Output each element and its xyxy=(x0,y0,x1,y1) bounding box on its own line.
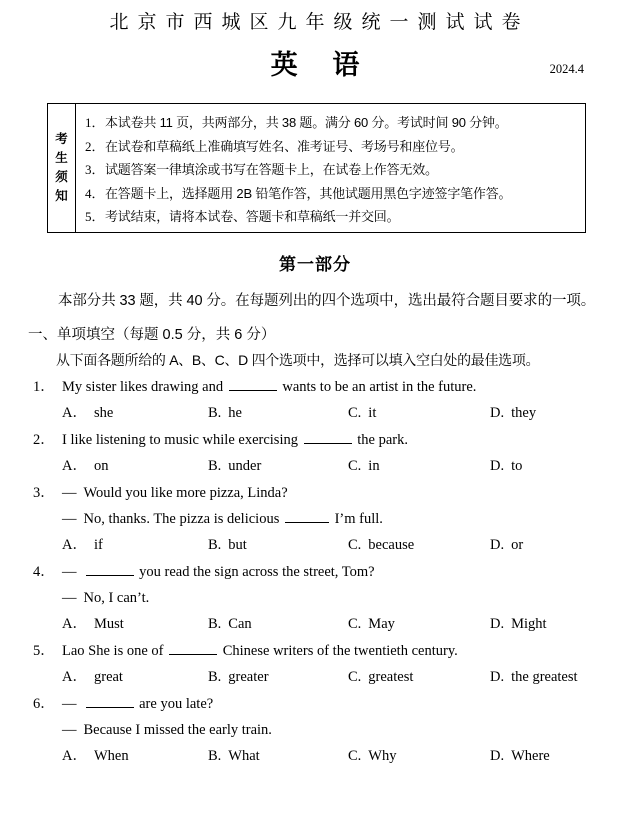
option-row xyxy=(28,611,602,638)
notice-label-char: 考 xyxy=(55,132,68,146)
option-letter: D. xyxy=(490,748,505,764)
option-text: she xyxy=(93,405,114,421)
option-text: Can xyxy=(228,616,252,632)
option-text: Must xyxy=(93,616,124,632)
question-number: 6． xyxy=(33,696,55,712)
option-row xyxy=(28,400,602,427)
dialogue-dash: — xyxy=(62,564,77,580)
notice-item xyxy=(85,182,577,206)
answer-blank xyxy=(304,430,352,444)
option-letter: A． xyxy=(62,616,87,632)
notice-label-char: 须 xyxy=(55,170,68,184)
question-stem-line xyxy=(28,374,602,400)
question-sub-line: — Because I missed the early train. xyxy=(28,717,602,743)
notice-item-text: 本试卷共 11 页，共两部分，共 38 题。满分 60 分。考试时间 90 分钟。 xyxy=(105,115,508,130)
option-letter: C. xyxy=(348,537,362,553)
question xyxy=(28,480,602,559)
question-stem: I like listening to music while exercising the park. xyxy=(62,432,408,448)
notice-label-vertical xyxy=(48,104,76,232)
option-choice[interactable] xyxy=(62,532,208,559)
option-choice[interactable] xyxy=(490,400,536,427)
option-text: or xyxy=(511,537,524,553)
part-intro-text: 本部分共 33 题，共 40 分。在每题列出的四个选项中，选出最符合题目要求的一项。 xyxy=(58,293,596,309)
option-letter: B. xyxy=(208,616,222,632)
option-text: greatest xyxy=(368,669,414,685)
option-choice[interactable] xyxy=(348,611,490,638)
option-choice[interactable] xyxy=(208,664,348,691)
option-choice[interactable] xyxy=(208,743,348,770)
answer-blank xyxy=(229,377,277,391)
notice-item xyxy=(85,135,577,159)
option-text: to xyxy=(511,458,523,474)
part-heading: 第一部分 xyxy=(279,255,351,274)
option-text: it xyxy=(368,405,377,421)
question-stem-line xyxy=(28,427,602,453)
option-choice[interactable] xyxy=(348,664,490,691)
option-choice[interactable] xyxy=(490,664,578,691)
option-letter: C. xyxy=(348,616,362,632)
option-text: in xyxy=(368,458,380,474)
dialogue-dash: — xyxy=(62,485,77,501)
question-number: 5． xyxy=(33,643,55,659)
option-choice[interactable] xyxy=(348,743,490,770)
notice-item-text: 考试结束，请将本试卷、答题卡和草稿纸一并交回。 xyxy=(105,209,400,224)
option-text: the greatest xyxy=(511,669,578,685)
option-choice[interactable] xyxy=(490,611,547,638)
dialogue-dash: — xyxy=(62,696,77,712)
dialogue-dash: — xyxy=(62,511,77,527)
option-letter: C. xyxy=(348,748,362,764)
question-stem-line xyxy=(28,559,602,585)
option-letter: A． xyxy=(62,458,87,474)
option-letter: B. xyxy=(208,537,222,553)
option-choice[interactable] xyxy=(62,743,208,770)
option-text: because xyxy=(368,537,415,553)
option-letter: C. xyxy=(348,405,362,421)
notice-item-text: 试题答案一律填涂或书写在答题卡上，在试卷上作答无效。 xyxy=(105,162,438,177)
option-choice[interactable] xyxy=(62,664,208,691)
option-letter: B. xyxy=(208,458,222,474)
option-letter: D. xyxy=(490,458,505,474)
question-number: 3． xyxy=(33,485,55,501)
question xyxy=(28,559,602,638)
option-choice[interactable] xyxy=(208,611,348,638)
subject-title: 英 语 xyxy=(270,50,374,80)
question xyxy=(28,638,602,691)
option-choice[interactable] xyxy=(208,400,348,427)
question-stem-line xyxy=(28,480,602,506)
notice-item-number: 5． xyxy=(85,209,105,224)
question-number: 2． xyxy=(33,432,55,448)
option-row xyxy=(28,664,602,691)
dialogue-dash: — xyxy=(62,590,77,606)
option-letter: B. xyxy=(208,669,222,685)
option-letter: A． xyxy=(62,748,87,764)
answer-blank xyxy=(285,509,329,523)
notice-item-text: 在答题卡上，选择题用 2B 铅笔作答，其他试题用黑色字迹签字笔作答。 xyxy=(105,185,512,201)
question xyxy=(28,374,602,427)
answer-blank xyxy=(86,562,134,576)
notice-label-char: 知 xyxy=(55,189,68,203)
question-stem: — Would you like more pizza, Linda? xyxy=(62,480,602,506)
candidate-notice-box xyxy=(47,103,586,233)
exam-date: 2024.4 xyxy=(549,62,584,76)
notice-item xyxy=(85,111,577,135)
option-choice[interactable] xyxy=(490,743,550,770)
option-text: if xyxy=(93,537,103,553)
question-sub-line: — No, I can’t. xyxy=(28,585,602,611)
option-text: he xyxy=(228,405,242,421)
option-text: Where xyxy=(511,748,550,764)
option-letter: B. xyxy=(208,748,222,764)
notice-item-number: 2． xyxy=(85,138,105,154)
question-stem: — you read the sign across the street, Tom? xyxy=(62,559,602,585)
question xyxy=(28,691,602,770)
question-number: 4． xyxy=(33,564,55,580)
option-choice[interactable] xyxy=(208,453,348,480)
option-letter: A． xyxy=(62,669,87,685)
option-text: May xyxy=(368,616,395,632)
exam-content xyxy=(28,253,602,770)
page-title: 北京市西城区九年级统一测试试卷 xyxy=(109,12,530,33)
option-letter: A． xyxy=(62,537,87,553)
option-letter: C. xyxy=(348,669,362,685)
question-list xyxy=(28,374,602,770)
option-choice[interactable] xyxy=(62,453,208,480)
option-letter: D. xyxy=(490,669,505,685)
notice-item-number: 1． xyxy=(85,115,105,130)
notice-item xyxy=(85,158,577,182)
option-letter: D. xyxy=(490,537,505,553)
option-row xyxy=(28,453,602,480)
option-text: Why xyxy=(368,748,397,764)
option-text: under xyxy=(228,458,262,474)
option-letter: D. xyxy=(490,616,505,632)
option-choice[interactable] xyxy=(348,532,490,559)
option-text: but xyxy=(228,537,247,553)
option-choice[interactable] xyxy=(348,453,490,480)
option-choice[interactable] xyxy=(490,532,523,559)
option-text: on xyxy=(93,458,109,474)
option-choice[interactable] xyxy=(348,400,490,427)
option-text: they xyxy=(511,405,537,421)
notice-item-list xyxy=(76,104,585,232)
notice-item-number: 3． xyxy=(85,162,105,177)
notice-item-text: 在试卷和草稿纸上准确填写姓名、准考证号、考场号和座位号。 xyxy=(105,138,464,154)
option-choice[interactable] xyxy=(490,453,522,480)
question-stem: Lao She is one of Chinese writers of the twentieth century. xyxy=(62,643,458,659)
option-letter: C. xyxy=(348,458,362,474)
option-text: When xyxy=(93,748,129,764)
option-choice[interactable] xyxy=(62,400,208,427)
section-instruction: 从下面各题所给的 A、B、C、D 四个选项中，选择可以填入空白处的最佳选项。 xyxy=(56,352,540,368)
option-letter: A． xyxy=(62,405,87,421)
notice-item-number: 4． xyxy=(85,185,105,201)
option-choice[interactable] xyxy=(208,532,348,559)
question-sub-line: — No, thanks. The pizza is delicious I’m full. xyxy=(28,506,602,532)
dialogue-dash: — xyxy=(62,722,77,738)
question-stem-line xyxy=(28,638,602,664)
option-text: greater xyxy=(228,669,269,685)
option-text: What xyxy=(228,748,260,764)
question-stem: My sister likes drawing and wants to be an artist in the future. xyxy=(62,379,477,395)
notice-label-char: 生 xyxy=(55,151,68,165)
option-text: great xyxy=(93,669,123,685)
answer-blank xyxy=(169,641,217,655)
option-text: Might xyxy=(511,616,547,632)
option-choice[interactable] xyxy=(62,611,208,638)
question-number: 1． xyxy=(33,379,55,395)
section-heading: 一、单项填空（每题 0.5 分，共 6 分） xyxy=(28,327,276,343)
question xyxy=(28,427,602,480)
answer-blank xyxy=(86,694,134,708)
option-row xyxy=(28,743,602,770)
question-stem: — are you late? xyxy=(62,691,602,717)
notice-item xyxy=(85,205,577,229)
option-letter: B. xyxy=(208,405,222,421)
option-row xyxy=(28,532,602,559)
question-stem-line xyxy=(28,691,602,717)
option-letter: D. xyxy=(490,405,505,421)
